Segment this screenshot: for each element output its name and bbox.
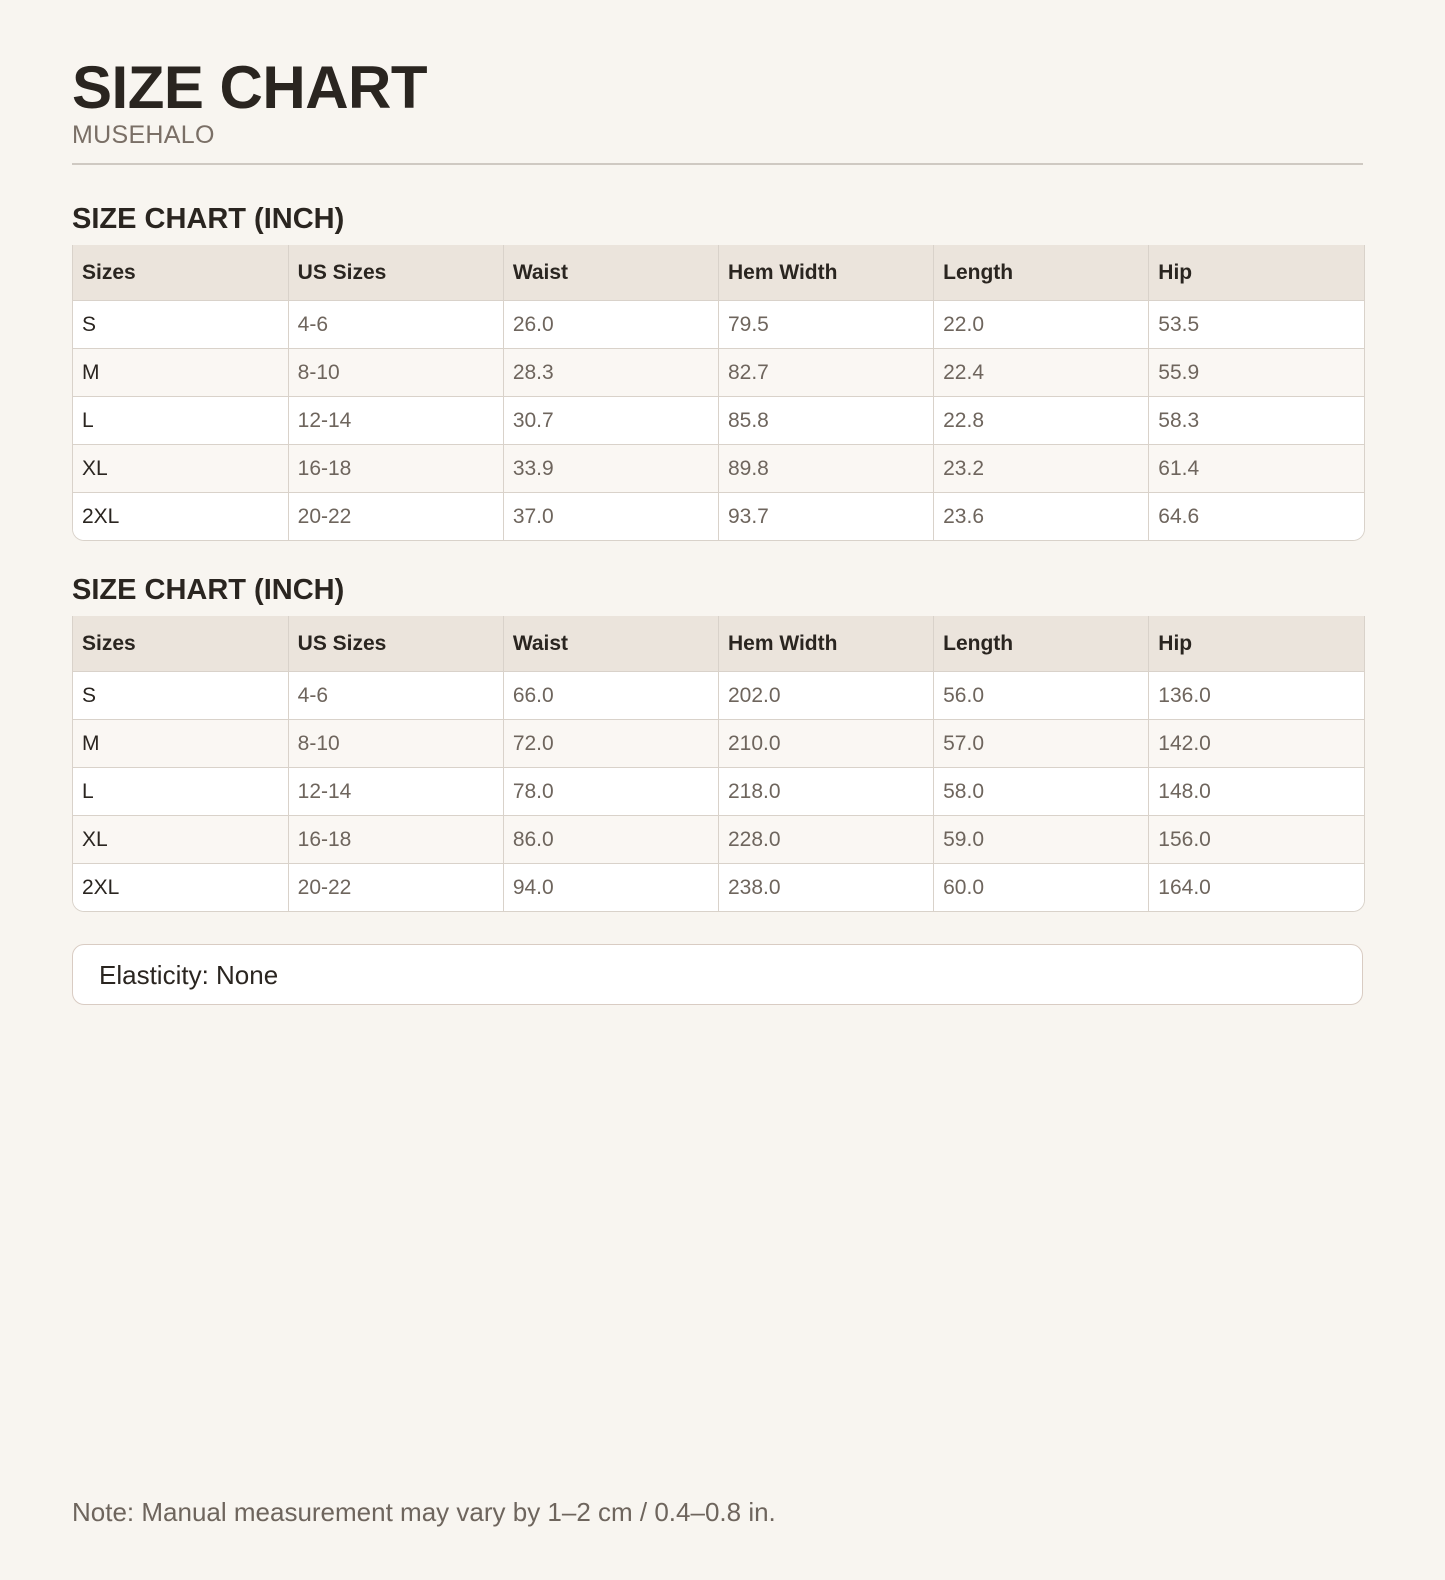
cell-waist: 33.9	[503, 445, 718, 493]
cell-hip: 136.0	[1149, 672, 1364, 720]
cell-waist: 72.0	[503, 720, 718, 768]
column-header-hip: Hip	[1149, 616, 1364, 672]
page-title: SIZE CHART	[72, 54, 427, 121]
cell-hip: 156.0	[1149, 816, 1364, 864]
table-row	[73, 816, 1364, 864]
cell-waist: 66.0	[503, 672, 718, 720]
size-table-2	[72, 616, 1365, 912]
cell-size: XL	[73, 445, 288, 493]
table-row	[73, 445, 1364, 493]
cell-size: 2XL	[73, 864, 288, 912]
cell-hem-width: 202.0	[718, 672, 933, 720]
cell-waist: 26.0	[503, 301, 718, 349]
cell-length: 56.0	[934, 672, 1149, 720]
cell-us-size: 12-14	[288, 768, 503, 816]
table-row	[73, 493, 1364, 541]
cell-us-size: 8-10	[288, 720, 503, 768]
cell-hem-width: 93.7	[718, 493, 933, 541]
cell-us-size: 12-14	[288, 397, 503, 445]
cell-hem-width: 228.0	[718, 816, 933, 864]
table-header-row	[73, 616, 1364, 672]
cell-hem-width: 89.8	[718, 445, 933, 493]
cell-length: 22.8	[934, 397, 1149, 445]
measurement-note: Note: Manual measurement may vary by 1–2 cm / 0.4–0.8 in.	[72, 1497, 776, 1527]
size-table-1	[72, 245, 1365, 541]
cell-size: M	[73, 349, 288, 397]
cell-length: 23.6	[934, 493, 1149, 541]
cell-hem-width: 218.0	[718, 768, 933, 816]
column-header-waist: Waist	[503, 245, 718, 301]
table-row	[73, 864, 1364, 912]
table-row	[73, 349, 1364, 397]
cell-waist: 37.0	[503, 493, 718, 541]
cell-us-size: 16-18	[288, 816, 503, 864]
column-header-length: Length	[934, 245, 1149, 301]
cell-length: 60.0	[934, 864, 1149, 912]
cell-hip: 61.4	[1149, 445, 1364, 493]
table-row	[73, 301, 1364, 349]
cell-us-size: 20-22	[288, 493, 503, 541]
column-header-hem-width: Hem Width	[718, 616, 933, 672]
column-header-hem-width: Hem Width	[718, 245, 933, 301]
cell-length: 59.0	[934, 816, 1149, 864]
cell-length: 22.4	[934, 349, 1149, 397]
column-header-waist: Waist	[503, 616, 718, 672]
cell-us-size: 16-18	[288, 445, 503, 493]
cell-length: 57.0	[934, 720, 1149, 768]
cell-hip: 58.3	[1149, 397, 1364, 445]
cell-waist: 28.3	[503, 349, 718, 397]
cell-hip: 53.5	[1149, 301, 1364, 349]
table-row	[73, 397, 1364, 445]
cell-hip: 148.0	[1149, 768, 1364, 816]
cell-waist: 86.0	[503, 816, 718, 864]
cell-hip: 55.9	[1149, 349, 1364, 397]
cell-us-size: 20-22	[288, 864, 503, 912]
column-header-hip: Hip	[1149, 245, 1364, 301]
cell-hem-width: 210.0	[718, 720, 933, 768]
cell-hip: 164.0	[1149, 864, 1364, 912]
cell-waist: 78.0	[503, 768, 718, 816]
header-divider	[72, 163, 1363, 165]
cell-size: M	[73, 720, 288, 768]
table-header-row	[73, 245, 1364, 301]
cell-size: XL	[73, 816, 288, 864]
cell-us-size: 8-10	[288, 349, 503, 397]
section-title-inch-1: SIZE CHART (INCH)	[72, 203, 345, 235]
column-header-us-sizes: US Sizes	[288, 245, 503, 301]
cell-us-size: 4-6	[288, 672, 503, 720]
cell-length: 23.2	[934, 445, 1149, 493]
table-row	[73, 672, 1364, 720]
cell-size: L	[73, 397, 288, 445]
table-row	[73, 768, 1364, 816]
section-title-inch-2: SIZE CHART (INCH)	[72, 574, 345, 606]
column-header-us-sizes: US Sizes	[288, 616, 503, 672]
cell-hem-width: 82.7	[718, 349, 933, 397]
column-header-sizes: Sizes	[73, 616, 288, 672]
cell-hem-width: 238.0	[718, 864, 933, 912]
size-chart-page	[72, 52, 1363, 1005]
table-row	[73, 720, 1364, 768]
cell-hem-width: 85.8	[718, 397, 933, 445]
brand-name: MUSEHALO	[72, 121, 215, 149]
cell-hip: 142.0	[1149, 720, 1364, 768]
cell-size: 2XL	[73, 493, 288, 541]
cell-size: S	[73, 301, 288, 349]
cell-waist: 94.0	[503, 864, 718, 912]
cell-size: S	[73, 672, 288, 720]
cell-waist: 30.7	[503, 397, 718, 445]
cell-hem-width: 79.5	[718, 301, 933, 349]
cell-hip: 64.6	[1149, 493, 1364, 541]
cell-length: 22.0	[934, 301, 1149, 349]
cell-length: 58.0	[934, 768, 1149, 816]
column-header-sizes: Sizes	[73, 245, 288, 301]
cell-size: L	[73, 768, 288, 816]
elasticity-box: Elasticity: None	[72, 944, 1363, 1005]
cell-us-size: 4-6	[288, 301, 503, 349]
column-header-length: Length	[934, 616, 1149, 672]
